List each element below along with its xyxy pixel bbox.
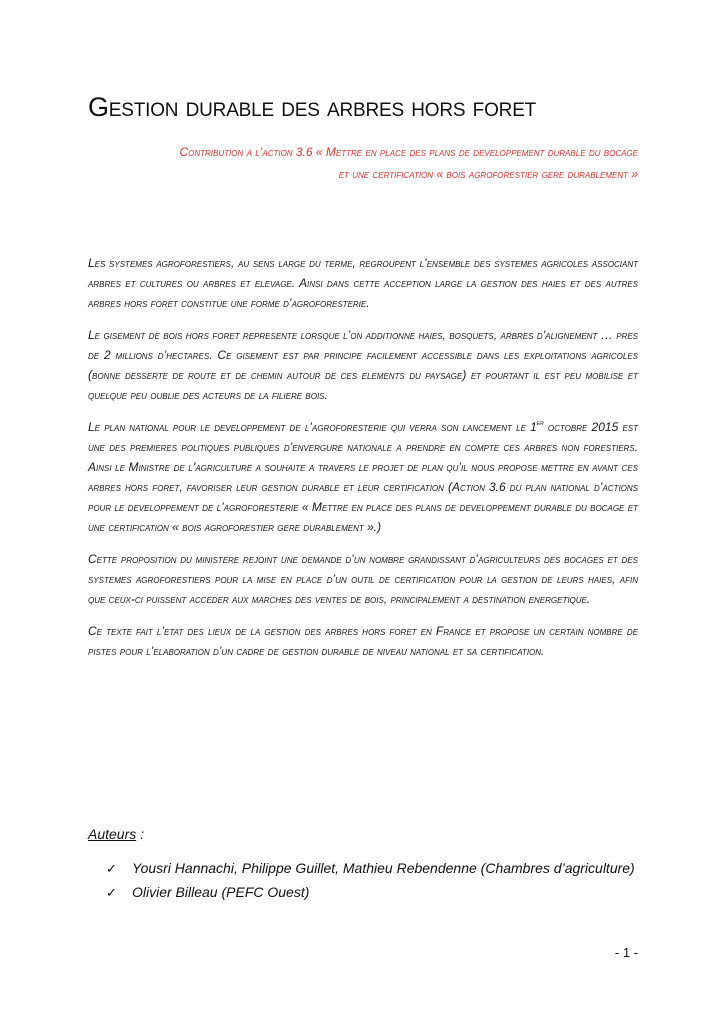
paragraph-4: Cette proposition du ministere rejoint une demande d’un nombre grandissant d’agriculteurs des bocages et des systemes agroforestiers pour la mise en place d’un outil de certification pour la gestion de leurs haies, afin que ceux-ci puissent acceder aux marches des ventes de bois, principalement a destination energetique. bbox=[88, 552, 638, 606]
paragraph-3-start: Le plan national pour le developpement de l’agroforesterie qui verra son lancement le 1 bbox=[88, 420, 537, 434]
check-icon: ✓ bbox=[106, 861, 117, 876]
ordinal-superscript: er bbox=[536, 420, 544, 427]
subtitle-line-2: et une certification « bois agroforestier gere durablement » bbox=[338, 167, 638, 181]
author-item bbox=[106, 860, 638, 877]
paragraph-3-end: octobre 2015 est une des premieres politiques publiques d’envergure nationale a prendre en compte ces arbres non forestiers. Ainsi le Ministre de l’agriculture a souhaite a travers le projet de plan qu’il nous propose mettre en avant ces arbres hors foret, favoriser leur gestion durable et leur certification (Action 3.6 du plan national d’actions pour le developpement de l’agroforesterie « Mettre en place des plans de developpement durable du bocage et une certification « bois agroforestier gere durablement ».) bbox=[88, 420, 639, 534]
paragraph-2: Le gisement de bois hors foret represente lorsque l’on additionne haies, bosquets, arbres d’alignement … pres de 2 millions d’hectares. Ce gisement est par principe facilement accessible dans les exploitations agricoles (bonne desserte de route et de chemin autour de ces elements du paysage) et pourtant il est peu mobilise et quelque peu oublie des acteurs de la filiere bois. bbox=[88, 328, 638, 402]
authors-section bbox=[88, 826, 638, 908]
page-title: Gestion durable des arbres hors foret bbox=[88, 92, 537, 122]
author-item bbox=[106, 884, 638, 901]
page-number: - 1 - bbox=[614, 945, 638, 960]
check-icon: ✓ bbox=[106, 885, 117, 900]
author-list bbox=[106, 860, 638, 901]
subtitle-line-1: Contribution a l’action 3.6 « Mettre en place des plans de developpement durable du bocage bbox=[179, 145, 638, 159]
author-text: Yousri Hannachi, Philippe Guillet, Mathieu Rebendenne (Chambres d’agriculture) bbox=[132, 860, 635, 876]
authors-heading: Auteurs bbox=[88, 826, 137, 842]
introduction bbox=[88, 253, 638, 673]
author-text: Olivier Billeau (PEFC Ouest) bbox=[132, 884, 310, 900]
authors-colon: : bbox=[140, 826, 145, 842]
subtitle bbox=[88, 141, 638, 185]
paragraph-5: Ce texte fait l’etat des lieux de la gestion des arbres hors foret en France et propose un certain nombre de pistes pour l’elaboration d’un cadre de gestion durable de niveau national et sa certification. bbox=[88, 624, 638, 658]
paragraph-1: Les systemes agroforestiers, au sens large du terme, regroupent l’ensemble des systemes agricoles associant arbres et cultures ou arbres et elevage. Ainsi dans cette acception large la gestion des haies et des autres arbres hors foret constitue une forme d’agroforesterie. bbox=[88, 256, 638, 310]
paragraph-3 bbox=[88, 417, 638, 537]
